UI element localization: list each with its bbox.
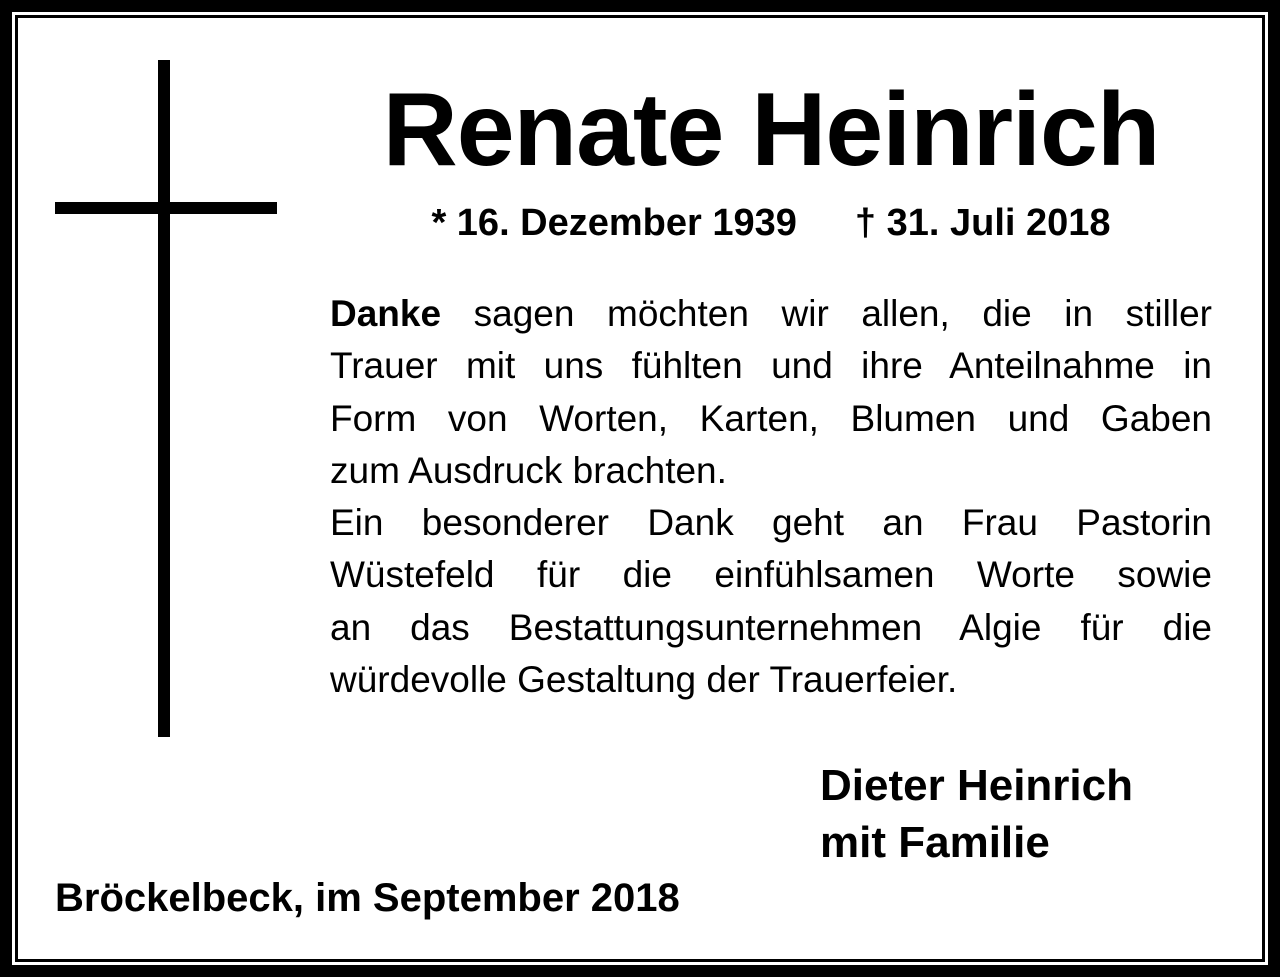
body-line-text: würdevolle Gestaltung der Trauerfeier. <box>330 659 958 701</box>
thank-you-text <box>330 288 1212 706</box>
body-line <box>330 340 1212 392</box>
death-date: † 31. Juli 2018 <box>854 202 1111 244</box>
cross-vertical-bar <box>158 60 170 737</box>
cross-icon <box>55 60 277 737</box>
body-line-text: Form von Worten, Karten, Blumen und Gaben <box>330 397 1212 439</box>
deceased-name: Renate Heinrich <box>382 72 1160 188</box>
danke-bold-word: Danke <box>330 293 442 334</box>
signature-family: mit Familie <box>820 818 1050 867</box>
body-line-text: Ein besonderer Dank geht an Frau Pastorin <box>330 502 1212 544</box>
body-line <box>330 654 1212 706</box>
body-line <box>330 602 1212 654</box>
body-line-text: Trauer mit uns fühlten und ihre Anteilnahme in <box>330 345 1212 387</box>
body-line-text: zum Ausdruck brachten. <box>330 449 727 491</box>
body-line-text: sagen möchten wir allen, die in stiller <box>473 293 1212 334</box>
signature-name: Dieter Heinrich <box>820 761 1133 810</box>
place-and-date: Bröckelbeck, im September 2018 <box>55 876 680 920</box>
mourners-signature <box>820 757 1133 871</box>
body-line-text: Wüstefeld für die einfühlsamen Worte sowie <box>330 554 1212 596</box>
birth-date: * 16. Dezember 1939 <box>431 202 797 244</box>
body-line <box>330 497 1212 549</box>
cross-horizontal-bar <box>55 202 277 214</box>
body-line-text: an das Bestattungsunternehmen Algie für die <box>330 606 1212 648</box>
body-line <box>330 445 1212 497</box>
body-line <box>330 288 1212 340</box>
life-dates <box>330 200 1212 246</box>
body-line <box>330 549 1212 601</box>
body-line <box>330 393 1212 445</box>
